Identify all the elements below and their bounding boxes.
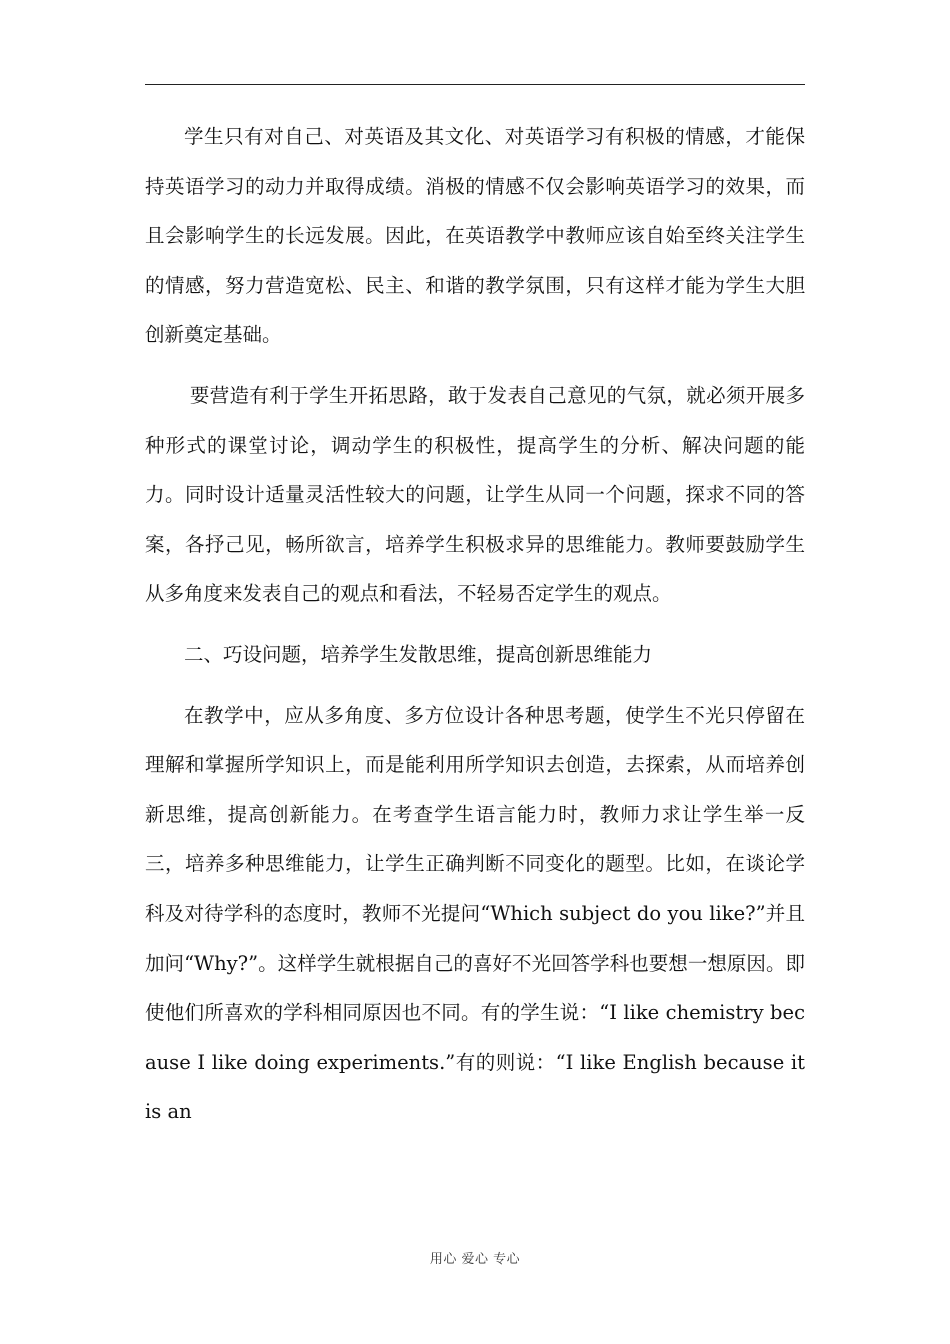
page-footer: 用心 爱心 专心: [429, 1252, 521, 1267]
document-body: [145, 112, 805, 1148]
paragraph-emotion: 学生只有对自己、对英语及其文化、对英语学习有积极的情感，才能保持英语学习的动力并取得成绩。消极的情感不仅会影响英语学习的效果，而且会影响学生的长远发展。因此，在英语教学中教师应该自始至终关注学生的情感，努力营造宽松、民主、和谐的教学氛围，只有这样才能为学生大胆创新奠定基础。: [145, 125, 805, 347]
paragraph-questions: 在教学中，应从多角度、多方位设计各种思考题，使学生不光只停留在理解和掌握所学知识上，而是能利用所学知识去创造，去探索，从而培养创新思维，提高创新能力。在考查学生语言能力时，教师力求让学生举一反三，培养多种思维能力，让学生正确判断不同变化的题型。比如，在谈论学科及对待学科的态度时，教师不光提问“Which subject do you like?”并且加问“Why?”。这样学生就根据自己的喜好不光回答学科也要想一想原因。即使他们所喜欢的学科相同原因也不同。有的学生说：“I like chemistry because I like doing experiments.”有的则说：“I like English because it is an: [145, 703, 805, 1124]
section-heading: 二、巧设问题，培养学生发散思维，提高创新思维能力: [184, 642, 653, 666]
paragraph-discussion: 要营造有利于学生开拓思路，敢于发表自己意见的气氛，就必须开展多种形式的课堂讨论，调动学生的积极性，提高学生的分析、解决问题的能力。同时设计适量灵活性较大的问题，让学生从同一个问题，探求不同的答案，各抒己见，畅所欲言，培养学生积极求异的思维能力。教师要鼓励学生从多角度来发表自己的观点和看法，不轻易否定学生的观点。: [145, 383, 805, 606]
header-rule: [145, 84, 805, 85]
